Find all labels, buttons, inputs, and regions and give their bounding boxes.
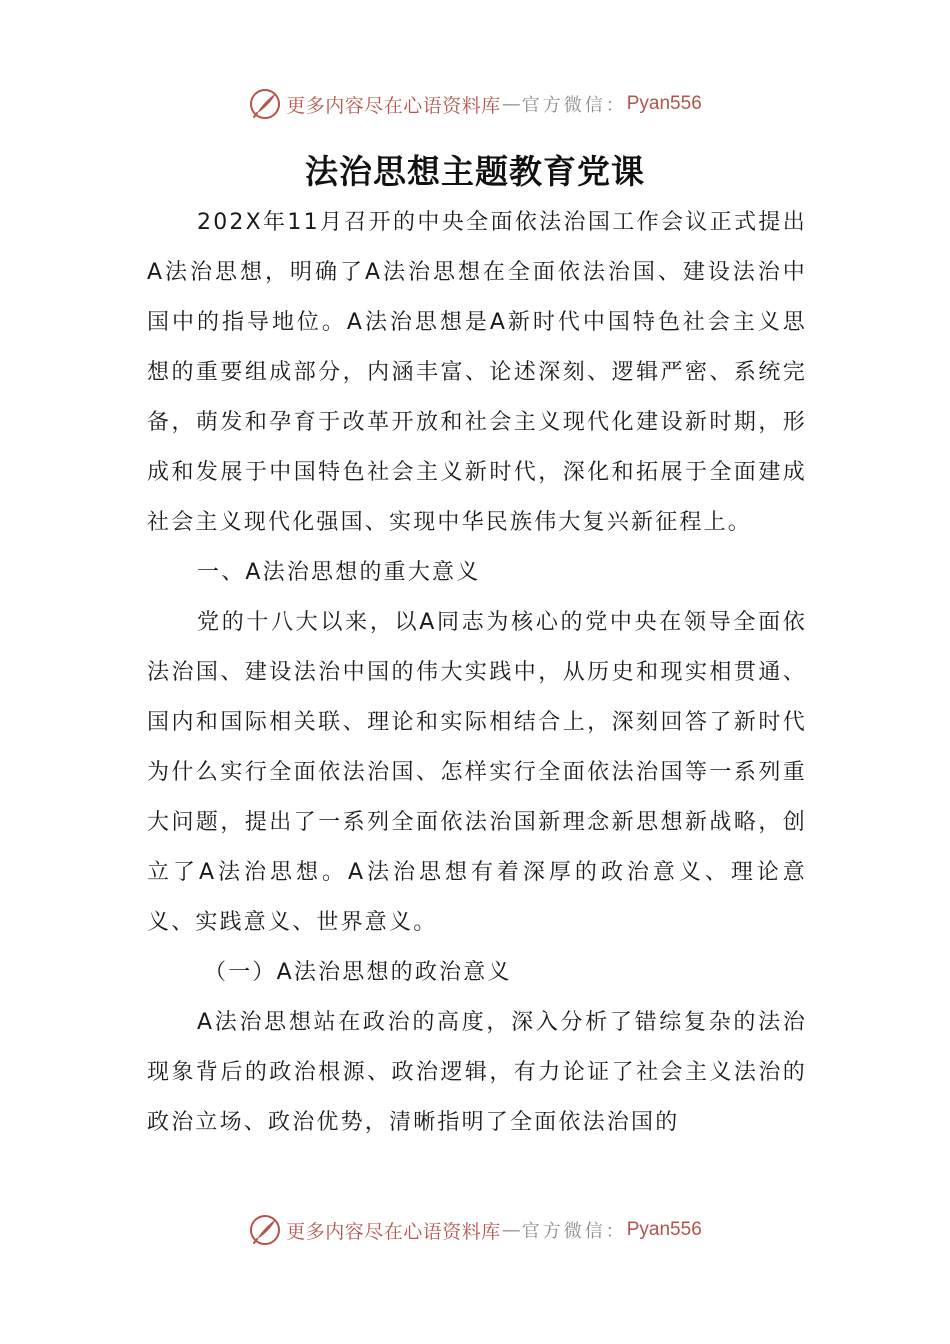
watermark-wechat-label: 官方微信： xyxy=(521,1221,627,1242)
watermark-separator: — xyxy=(501,93,521,115)
watermark-wechat-label: 官方微信： xyxy=(521,95,627,116)
feather-pen-logo-icon xyxy=(248,1213,282,1247)
document-title: 法治思想主题教育党课 xyxy=(305,152,645,191)
paragraph-subsection-1: A法治思想站在政治的高度，深入分析了错综复杂的法治现象背后的政治根源、政治逻辑，有力论证了社会主义法治的政治立场、政治优势，清晰指明了全面依法治国的 xyxy=(147,1010,807,1135)
watermark-wechat-id: Pyan556 xyxy=(626,93,702,114)
feather-pen-logo-icon xyxy=(248,87,282,121)
watermark-text: 更多内容尽在心语资料库 xyxy=(286,94,501,117)
section-heading-1: 一、A法治思想的重大意义 xyxy=(197,560,481,585)
watermark-separator: — xyxy=(501,1219,521,1241)
watermark-text: 更多内容尽在心语资料库 xyxy=(286,1220,501,1243)
watermark-banner-top xyxy=(0,84,950,124)
paragraph-section-1: 党的十八大以来，以A同志为核心的党中央在领导全面依法治国、建设法治中国的伟大实践中，从历史和现实相贯通、国内和国际相关联、理论和实际相结合上，深刻回答了新时代为什么实行全面依法治国、怎样实行全面依法治国等一系列重大问题，提出了一系列全面依法治国新理念新思想新战略，创立了A法治思想。A法治思想有着深厚的政治意义、理论意义、实践意义、世界意义。 xyxy=(147,610,807,935)
watermark-banner-bottom xyxy=(0,1210,950,1250)
paragraph-intro: 202X年11月召开的中央全面依法治国工作会议正式提出A法治思想，明确了A法治思想在全面依法治国、建设法治中国中的指导地位。A法治思想是A新时代中国特色社会主义思想的重要组成部分，内涵丰富、论述深刻、逻辑严密、系统完备，萌发和孕育于改革开放和社会主义现代化建设新时期，形成和发展于中国特色社会主义新时代，深化和拓展于全面建成社会主义现代化强国、实现中华民族伟大复兴新征程上。 xyxy=(147,210,807,535)
document-body xyxy=(147,198,807,1148)
subsection-heading-1: （一）A法治思想的政治意义 xyxy=(204,960,512,985)
watermark-wechat-id: Pyan556 xyxy=(626,1219,702,1240)
